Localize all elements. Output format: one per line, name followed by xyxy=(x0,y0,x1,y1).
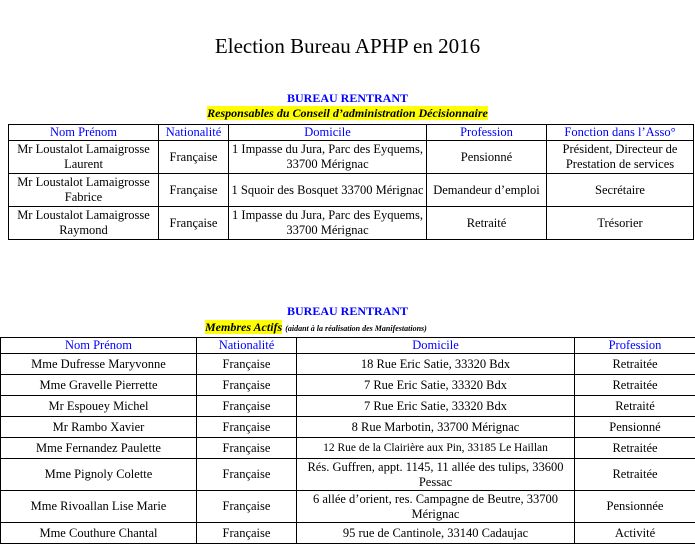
cell-name: Mr Loustalot Lamaigrosse Laurent xyxy=(9,141,159,174)
cell-address: 8 Rue Marbotin, 33700 Mérignac xyxy=(297,417,575,438)
cell-name: Mme Pignoly Colette xyxy=(1,459,197,491)
table-row xyxy=(1,396,695,417)
section2-subheading xyxy=(205,320,505,335)
document-title: Election Bureau APHP en 2016 xyxy=(214,34,481,58)
cell-nationality: Française xyxy=(197,354,297,375)
cell-name: Mme Rivoallan Lise Marie xyxy=(1,491,197,523)
cell-nationality: Française xyxy=(197,417,297,438)
cell-address: 18 Rue Eric Satie, 33320 Bdx xyxy=(297,354,575,375)
cell-address: 1 Squoir des Bosquet 33700 Mérignac xyxy=(229,174,427,207)
cell-function: Secrétaire xyxy=(547,174,694,207)
table-row xyxy=(1,354,695,375)
cell-address: 1 Impasse du Jura, Parc des Eyquems, 33700 Mérignac xyxy=(229,141,427,174)
cell-name: Mr Loustalot Lamaigrosse Raymond xyxy=(9,207,159,240)
col-header-nationality: Nationalité xyxy=(197,338,297,354)
table-row xyxy=(9,141,694,174)
cell-name: Mme Fernandez Paulette xyxy=(1,438,197,459)
col-header-profession: Profession xyxy=(575,338,695,354)
cell-nationality: Française xyxy=(197,438,297,459)
cell-nationality: Française xyxy=(197,523,297,544)
table-header-row xyxy=(1,338,695,354)
table-header-row xyxy=(9,125,694,141)
cell-nationality: Française xyxy=(159,141,229,174)
cell-profession: Pensionné xyxy=(575,417,695,438)
cell-address: 95 rue de Cantinole, 33140 Cadaujac xyxy=(297,523,575,544)
cell-address: 7 Rue Eric Satie, 33320 Bdx xyxy=(297,396,575,417)
cell-address: 6 allée d’orient, res. Campagne de Beutre, 33700 Mérignac xyxy=(297,491,575,523)
col-header-name: Nom Prénom xyxy=(9,125,159,141)
table-row xyxy=(1,523,695,544)
section1-subheading-text: Responsables du Conseil d’administration Décisionnaire xyxy=(207,106,488,120)
table-row xyxy=(1,375,695,396)
cell-function: Président, Directeur de Prestation de services xyxy=(547,141,694,174)
cell-address: 12 Rue de la Clairière aux Pin, 33185 Le Haillan xyxy=(297,438,575,459)
col-header-name: Nom Prénom xyxy=(1,338,197,354)
col-header-function: Fonction dans l’Asso° xyxy=(547,125,694,141)
cell-profession: Retraitée xyxy=(575,459,695,491)
cell-address: Rés. Guffren, appt. 1145, 11 allée des tulips, 33600 Pessac xyxy=(297,459,575,491)
section1-heading: BUREAU RENTRANT xyxy=(286,91,408,105)
cell-profession: Demandeur d’emploi xyxy=(427,174,547,207)
cell-profession: Pensionnée xyxy=(575,491,695,523)
section1-subheading xyxy=(0,106,695,121)
table-row xyxy=(1,459,695,491)
cell-name: Mme Couthure Chantal xyxy=(1,523,197,544)
cell-profession: Pensionné xyxy=(427,141,547,174)
col-header-address: Domicile xyxy=(297,338,575,354)
cell-nationality: Française xyxy=(197,396,297,417)
cell-name: Mr Espouey Michel xyxy=(1,396,197,417)
cell-nationality: Française xyxy=(159,174,229,207)
table-row xyxy=(9,207,694,240)
cell-address: 7 Rue Eric Satie, 33320 Bdx xyxy=(297,375,575,396)
section2-heading: BUREAU RENTRANT xyxy=(286,304,408,318)
cell-profession: Retraitée xyxy=(575,375,695,396)
col-header-profession: Profession xyxy=(427,125,547,141)
members-table xyxy=(0,337,695,544)
board-table xyxy=(8,124,694,240)
col-header-address: Domicile xyxy=(229,125,427,141)
cell-function: Trésorier xyxy=(547,207,694,240)
table-row xyxy=(9,174,694,207)
cell-profession: Retraité xyxy=(575,396,695,417)
cell-profession: Retraitée xyxy=(575,438,695,459)
cell-nationality: Française xyxy=(197,459,297,491)
cell-nationality: Française xyxy=(197,491,297,523)
cell-nationality: Française xyxy=(159,207,229,240)
cell-name: Mr Loustalot Lamaigrosse Fabrice xyxy=(9,174,159,207)
cell-profession: Retraité xyxy=(427,207,547,240)
cell-profession: Activité xyxy=(575,523,695,544)
cell-name: Mme Dufresse Maryvonne xyxy=(1,354,197,375)
cell-profession: Retraitée xyxy=(575,354,695,375)
cell-name: Mme Gravelle Pierrette xyxy=(1,375,197,396)
cell-nationality: Française xyxy=(197,375,297,396)
table-row xyxy=(1,438,695,459)
col-header-nationality: Nationalité xyxy=(159,125,229,141)
table-row xyxy=(1,417,695,438)
cell-address: 1 Impasse du Jura, Parc des Eyquems, 33700 Mérignac xyxy=(229,207,427,240)
section2-subheading-note: (aidant à la réalisation des Manifestations) xyxy=(285,324,427,333)
section2-subheading-text: Membres Actifs xyxy=(205,320,283,334)
cell-name: Mr Rambo Xavier xyxy=(1,417,197,438)
table-row xyxy=(1,491,695,523)
